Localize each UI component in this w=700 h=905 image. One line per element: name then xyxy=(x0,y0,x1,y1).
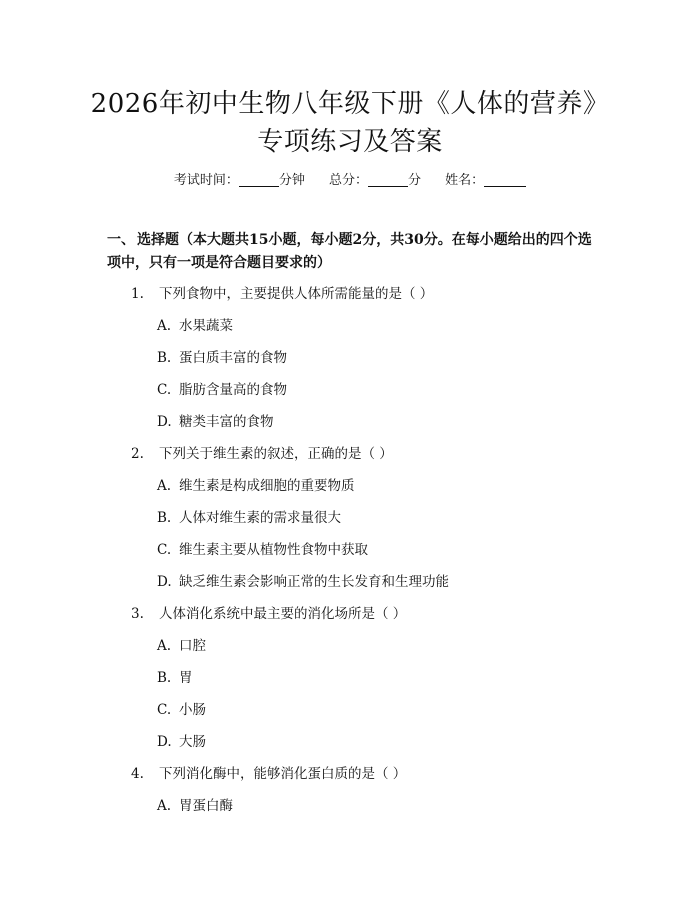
option-letter: C. xyxy=(157,382,172,398)
option-text: 胃 xyxy=(179,670,193,686)
exam-time-field xyxy=(174,169,305,188)
question-3-option-a xyxy=(157,634,206,654)
option-letter: A. xyxy=(157,478,172,494)
question-number: 2. xyxy=(131,446,144,462)
option-text: 口腔 xyxy=(179,638,206,654)
question-1-option-b xyxy=(157,346,287,366)
exam-time-label: 考试时间： xyxy=(173,173,239,188)
score-field xyxy=(329,169,421,188)
name-label: 姓名： xyxy=(445,173,485,188)
question-1-option-a xyxy=(157,314,233,334)
option-text: 维生素是构成细胞的重要物质 xyxy=(179,478,355,494)
option-text: 脂肪含量高的食物 xyxy=(179,382,287,398)
question-stem: 下列食物中，主要提供人体所需能量的是（ ） xyxy=(159,286,434,302)
question-number: 3. xyxy=(131,606,144,622)
section-heading xyxy=(107,229,599,275)
option-letter: D. xyxy=(157,414,172,430)
option-letter: D. xyxy=(157,734,172,750)
question-stem: 人体消化系统中最主要的消化场所是（ ） xyxy=(159,606,407,622)
question-1-option-c xyxy=(157,378,287,398)
question-3-option-b xyxy=(157,666,193,686)
score-unit: 分 xyxy=(408,173,422,188)
question-1 xyxy=(131,282,433,302)
exam-info-row xyxy=(0,169,700,188)
option-letter: D. xyxy=(157,574,172,590)
section-number: 一、 xyxy=(107,232,135,248)
question-3-option-d xyxy=(157,730,206,750)
option-text: 缺乏维生素会影响正常的生长发育和生理功能 xyxy=(179,574,449,590)
question-2-option-d xyxy=(157,570,449,590)
question-4-option-a xyxy=(157,794,233,814)
option-letter: B. xyxy=(157,670,172,686)
score-blank xyxy=(368,172,408,187)
option-letter: B. xyxy=(157,350,172,366)
question-number: 4. xyxy=(131,766,144,782)
option-letter: A. xyxy=(157,798,172,814)
document-title-line-1: 2026年初中生物八年级下册《人体的营养》 xyxy=(90,89,610,119)
option-letter: C. xyxy=(157,542,172,558)
question-stem: 下列消化酶中，能够消化蛋白质的是（ ） xyxy=(159,766,407,782)
score-label: 总分： xyxy=(328,173,368,188)
name-field xyxy=(445,169,526,188)
option-text: 大肠 xyxy=(179,734,206,750)
option-text: 糖类丰富的食物 xyxy=(179,414,274,430)
option-text: 胃蛋白酶 xyxy=(179,798,233,814)
question-3-option-c xyxy=(157,698,206,718)
question-2 xyxy=(131,442,393,462)
option-letter: C. xyxy=(157,702,172,718)
option-text: 水果蔬菜 xyxy=(179,318,233,334)
document-title-line-2: 专项练习及答案 xyxy=(257,127,443,157)
question-2-option-b xyxy=(157,506,341,526)
question-4 xyxy=(131,762,406,782)
option-text: 蛋白质丰富的食物 xyxy=(179,350,287,366)
question-2-option-a xyxy=(157,474,355,494)
question-3 xyxy=(131,602,406,622)
question-1-option-d xyxy=(157,410,274,430)
option-text: 维生素主要从植物性食物中获取 xyxy=(179,542,368,558)
question-number: 1. xyxy=(131,286,144,302)
question-stem: 下列关于维生素的叙述，正确的是（ ） xyxy=(159,446,393,462)
exam-time-unit: 分钟 xyxy=(278,173,305,188)
exam-time-blank xyxy=(239,172,279,187)
option-text: 小肠 xyxy=(179,702,206,718)
option-letter: A. xyxy=(157,638,172,654)
name-blank xyxy=(484,172,526,187)
question-2-option-c xyxy=(157,538,368,558)
option-letter: B. xyxy=(157,510,172,526)
option-text: 人体对维生素的需求量很大 xyxy=(179,510,341,526)
section-instructions: 选择题（本大题共15小题，每小题2分，共30分。在每小题给出的四个选项中，只有一项是符合题目要求的） xyxy=(107,232,592,271)
option-letter: A. xyxy=(157,318,172,334)
